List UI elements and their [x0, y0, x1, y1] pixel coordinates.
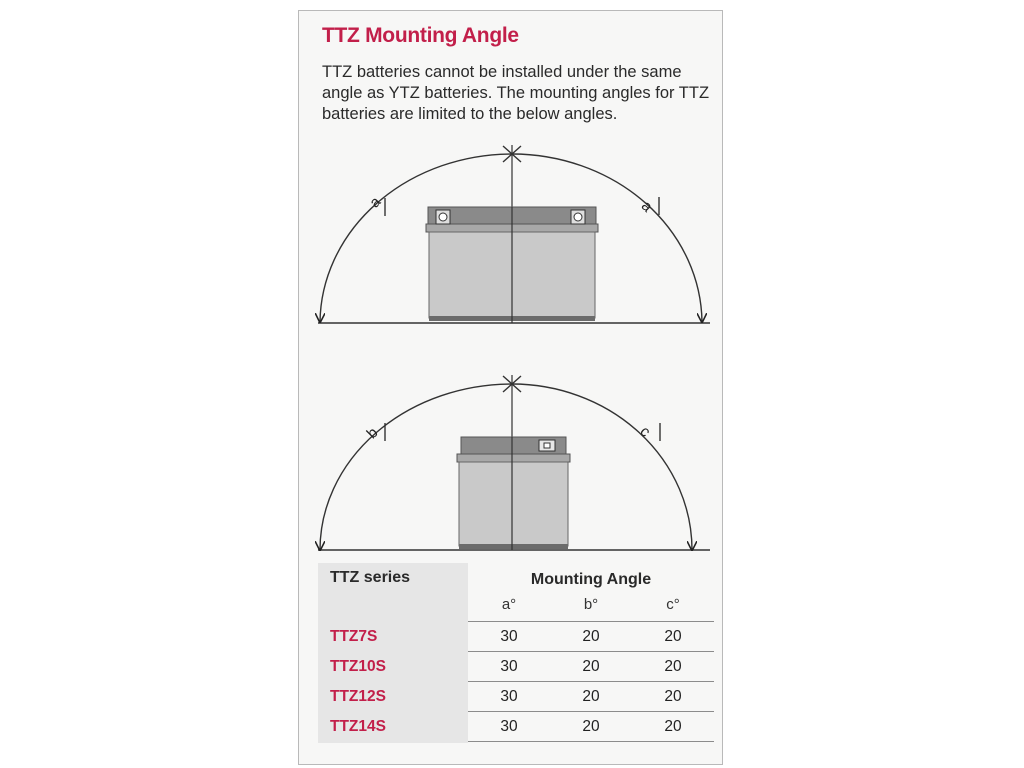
angle-c-value: 20	[664, 628, 682, 645]
angle-c-value: 20	[664, 718, 682, 735]
series-name: TTZ7S	[330, 628, 378, 645]
table-rule	[468, 741, 714, 742]
angle-b-value: 20	[582, 628, 600, 645]
table-row	[318, 682, 714, 712]
wide-battery	[426, 207, 598, 321]
top-label-a-right: a	[637, 197, 656, 216]
mounting-angle-diagram	[298, 140, 723, 560]
angle-a-value: 30	[500, 628, 518, 645]
subheader-b: b°	[583, 596, 599, 613]
angle-b-value: 20	[582, 718, 600, 735]
bottom-label-b: b	[363, 424, 382, 443]
table-row	[318, 622, 714, 652]
angle-header: Mounting Angle	[530, 571, 652, 588]
series-name: TTZ10S	[330, 658, 386, 675]
top-label-a-left: a	[366, 193, 385, 212]
angle-c-value: 20	[664, 658, 682, 675]
bottom-diagram	[318, 375, 710, 550]
angle-a-value: 30	[500, 658, 518, 675]
series-name: TTZ14S	[330, 718, 386, 735]
angle-b-value: 20	[582, 658, 600, 675]
table-row	[318, 712, 714, 742]
top-diagram	[318, 145, 710, 323]
narrow-battery	[457, 437, 570, 549]
series-header: TTZ series	[330, 569, 411, 586]
page-title: TTZ Mounting Angle	[322, 24, 519, 47]
bottom-label-c: c	[636, 423, 654, 441]
angle-b-value: 20	[582, 688, 600, 705]
angle-a-value: 30	[500, 718, 518, 735]
table-row	[318, 652, 714, 682]
angle-c-value: 20	[664, 688, 682, 705]
intro-paragraph: TTZ batteries cannot be installed under the same angle as YTZ batteries. The mounting angles for TTZ batteries are limited to the below angles.	[322, 63, 710, 123]
subheader-c: c°	[666, 596, 680, 613]
series-name: TTZ12S	[330, 688, 386, 705]
mounting-angle-table	[318, 563, 714, 743]
angle-a-value: 30	[500, 688, 518, 705]
subheader-a: a°	[501, 596, 517, 613]
